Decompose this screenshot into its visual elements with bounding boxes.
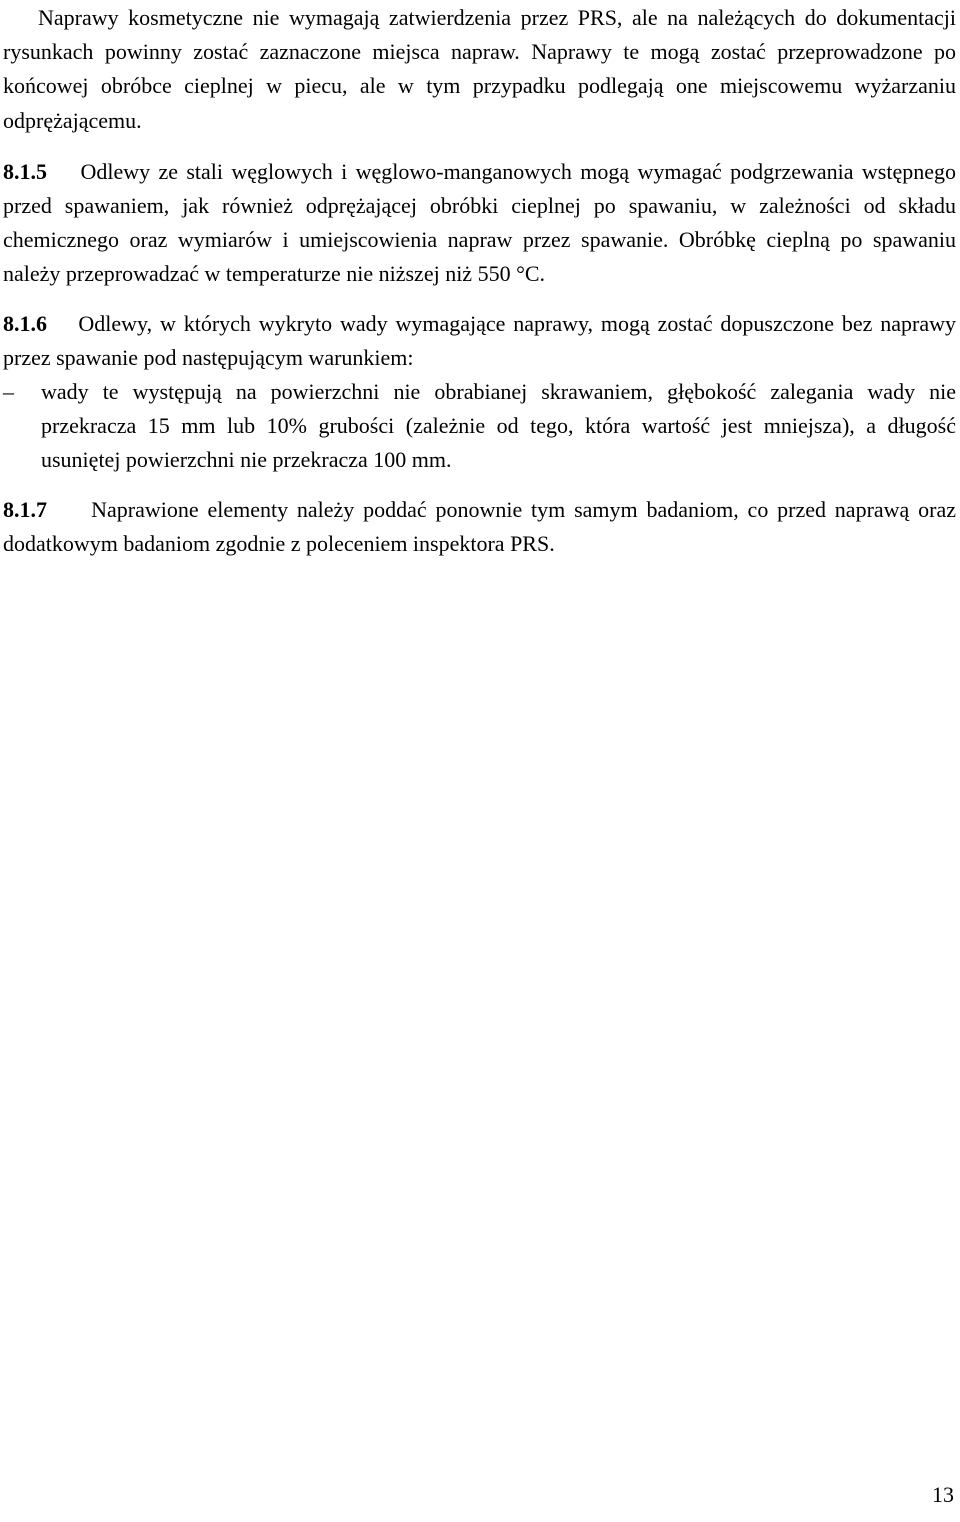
section-number-8-1-7: 8.1.7 bbox=[3, 496, 47, 522]
list-item bbox=[3, 375, 956, 478]
intro-paragraph bbox=[3, 0, 956, 138]
section-text-8-1-6: Odlewy, w których wykryto wady wymagające naprawy, mogą zostać dopuszczone bez naprawy przez spawanie pod następującym warunkiem: bbox=[3, 310, 957, 370]
intro-text: Naprawy kosmetyczne nie wymagają zatwierdzenia przez PRS, ale na należących do dokumentacji rysunkach powinny zostać zaznaczone miejsca napraw. Naprawy te mogą zostać przeprowadzone po końcowej obróbce cieplnej w piecu, ale w tym przypadku podlegają one miejscowemu wyżarzaniu odprężającemu. bbox=[3, 5, 956, 133]
section-8-1-6-intro bbox=[3, 307, 956, 375]
page-content bbox=[3, 0, 956, 561]
section-number-8-1-5: 8.1.5 bbox=[3, 158, 47, 184]
section-text-8-1-7: Naprawione elementy należy poddać ponownie tym samym badaniom, co przed naprawą oraz dodatkowym badaniom zgodnie z poleceniem inspektora PRS. bbox=[3, 496, 956, 556]
page-number: 13 bbox=[932, 1482, 954, 1507]
section-text-8-1-5: Odlewy ze stali węglowych i węglowo-manganowych mogą wymagać podgrzewania wstępnego przed spawaniem, jak również odprężającej obróbki cieplnej po spawaniu, w zależności od składu chemicznego oraz wymiarów i umiejscowienia napraw przez spawanie. Obróbkę cieplną po spawaniu należy przeprowadzać w temperaturze nie niższej niż 550 °C. bbox=[3, 158, 957, 287]
section-8-1-7 bbox=[3, 493, 956, 561]
section-8-1-6 bbox=[3, 307, 956, 478]
list-item-text: wady te występują na powierzchni nie obrabianej skrawaniem, głębokość zalegania wady nie przekracza 15 mm lub 10% grubości (zależnie od tego, która wartość jest mniejsza), a długość usuniętej powierzchni nie przekracza 100 mm. bbox=[41, 379, 956, 473]
section-number-8-1-6: 8.1.6 bbox=[3, 310, 47, 336]
section-8-1-5 bbox=[3, 155, 956, 292]
dash-marker: – bbox=[3, 379, 14, 405]
